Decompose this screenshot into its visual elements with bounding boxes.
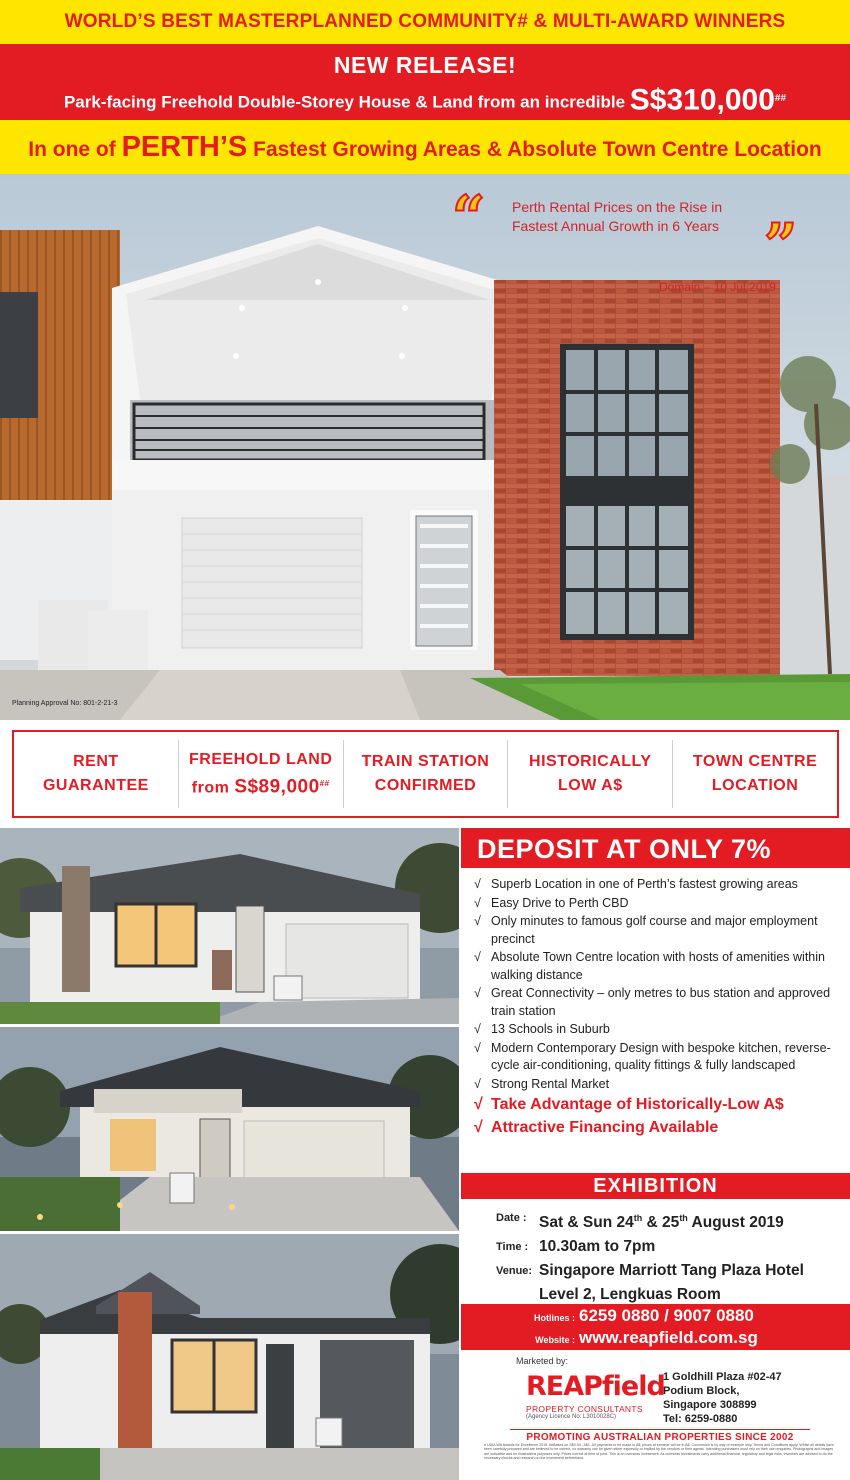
benefit-list [474,876,842,1140]
feature-rent-guarantee [14,740,179,808]
venue-label: Venue: [496,1265,533,1278]
highlight-item: √ Attractive Financing Available [474,1117,842,1139]
feature-line: LOW A$ [557,777,623,794]
exhibition-venue-row [496,1259,846,1307]
exhibition-details [496,1206,846,1307]
feature-train-station [344,740,509,808]
venue-line-1: Singapore Marriott Tang Plaza Hotel [539,1262,804,1280]
location-banner [0,120,850,174]
press-quote [452,183,832,294]
check-icon: √ [474,1119,483,1136]
feature-line: GUARANTEE [42,777,149,794]
check-icon: √ [474,950,481,964]
check-icon: √ [474,986,481,1000]
planning-approval: Planning Approval No: 801-2-21-3 [12,700,118,707]
list-item: √ Only minutes to famous golf course and major employment precinct [474,914,818,946]
reapfield-logo [526,1370,665,1420]
exhibition-time-row [496,1235,846,1259]
agency-licence: (Agency Licence No: L3010028C) [526,1414,617,1420]
house-illustration-3 [0,1234,459,1480]
logo-text: REAPfield [526,1371,665,1402]
release-text: Park-facing Freehold Double-Storey House & Land from an incredible [63,92,626,112]
contact-box [461,1304,850,1350]
feature-strip [12,730,839,818]
house-image-2 [0,1027,459,1231]
house-image-3 [0,1234,459,1480]
new-release-banner [0,44,850,120]
time-value: 10.30am to 7pm [539,1238,656,1256]
house-illustration-2 [0,1027,459,1231]
release-price: S$310,000 [629,83,775,117]
date-label: Date : [496,1212,527,1224]
check-icon: √ [474,914,481,928]
feature-price-mark: ## [319,778,330,788]
feature-line: LOCATION [711,777,799,794]
hero-house-image [0,174,850,720]
highlight-item: √ Take Advantage of Historically-Low A$ [474,1094,842,1116]
deposit-title: DEPOSIT AT ONLY 7% [461,828,850,868]
release-title: NEW RELEASE! [333,52,517,78]
top-banner: WORLD’S BEST MASTERPLANNED COMMUNITY# & MULTI-AWARD WINNERS [0,0,850,44]
feature-land-price: S$89,000 [234,776,320,798]
list-item: √ 13 Schools in Suburb [474,1021,842,1039]
promo-tagline: PROMOTING AUSTRALIAN PROPERTIES SINCE 2002 [510,1429,810,1443]
open-quote-icon: “ [452,183,486,251]
hotlines-value[interactable]: 6259 0880 / 9007 0880 [579,1306,754,1325]
feature-line: RENT [73,753,119,770]
check-icon: √ [474,1040,481,1055]
feature-line: HISTORICALLY [529,753,652,770]
feature-line: TOWN CENTRE [692,753,818,770]
check-icon: √ [474,895,481,910]
feature-from: from [191,779,230,797]
close-quote-icon: ” [764,211,798,279]
agent-address: 1 Goldhill Plaza #02-47 Podium Block, Singapore 308899 Tel: 6259-0880 [663,1371,782,1425]
exhibition-date-row [496,1206,846,1235]
release-line [0,82,850,120]
venue-line-2: Level 2, Lengkuas Room [539,1286,721,1304]
feature-historically-low [508,740,673,808]
website-label: Website : [535,1335,575,1345]
list-item: √ Modern Contemporary Design with bespoke kitchen, reverse-cycle air-conditioning, quality fittings & fully landscaped [474,1040,831,1072]
time-label: Time : [496,1241,529,1254]
check-icon: √ [474,1022,481,1036]
feature-freehold-land [179,740,344,808]
house-image-1 [0,828,459,1024]
quote-line-1: Perth Rental Prices on the Rise in [512,199,723,215]
list-item: √ Great Connectivity – only metres to bus station and approved train station [474,986,831,1018]
logo-subtitle: PROPERTY CONSULTANTS [526,1404,643,1414]
feature-line: FREEHOLD LAND [189,750,333,768]
check-icon: √ [474,877,481,891]
list-item: √ Superb Location in one of Perth’s fastest growing areas [474,876,842,894]
quote-line-2: Fastest Annual Growth in 6 Years [512,218,720,234]
list-item: √ Easy Drive to Perth CBD [474,895,842,913]
feature-line: TRAIN STATION [361,753,490,770]
release-price-mark: ## [774,93,787,104]
quote-source: Domain – 10 Jul 2019 [659,280,776,294]
list-item: √ Absolute Town Centre location with hosts of amenities within walking distance [474,950,825,982]
check-icon: √ [474,1076,481,1091]
fine-print: # UDIA WA Awards for Excellence 2015. ##Based on S$0.94 : A$1. All payments to be made in A$, prices at seminar will be in A$. Conversion is by way of example only. Terms and Conditions apply. Whilst all details have been carefully prepared and are believed to be correct, no warranty can be given either expressly or implied by the vendors or their agents. Intending purchasers must rely on their own enquiries. Photographs and images are indicative and for illustrations purposes only. Prices correct at time of print. This is an overseas investment. As overseas investments carry additional financial, regulatory and legal risks, investors are advised to do the necessary checks and research on the investment beforehand. [484,1443,834,1461]
location-big: PERTH’S [121,131,248,163]
hotlines-label: Hotlines : [533,1313,575,1323]
date-value: Sat & Sun 24th & 25th August 2019 [539,1213,784,1232]
house-illustration-1 [0,828,459,1024]
feature-town-centre [673,740,837,808]
list-item: √ Strong Rental Market [474,1076,842,1094]
check-icon: √ [474,1096,483,1113]
location-pre: In one of [28,138,116,161]
marketed-by: Marketed by: [516,1356,569,1366]
exhibition-title: EXHIBITION [461,1173,850,1199]
website-link[interactable]: www.reapfield.com.sg [579,1328,758,1347]
feature-line: CONFIRMED [374,777,477,794]
location-post: Fastest Growing Areas & Absolute Town Centre Location [253,138,822,161]
